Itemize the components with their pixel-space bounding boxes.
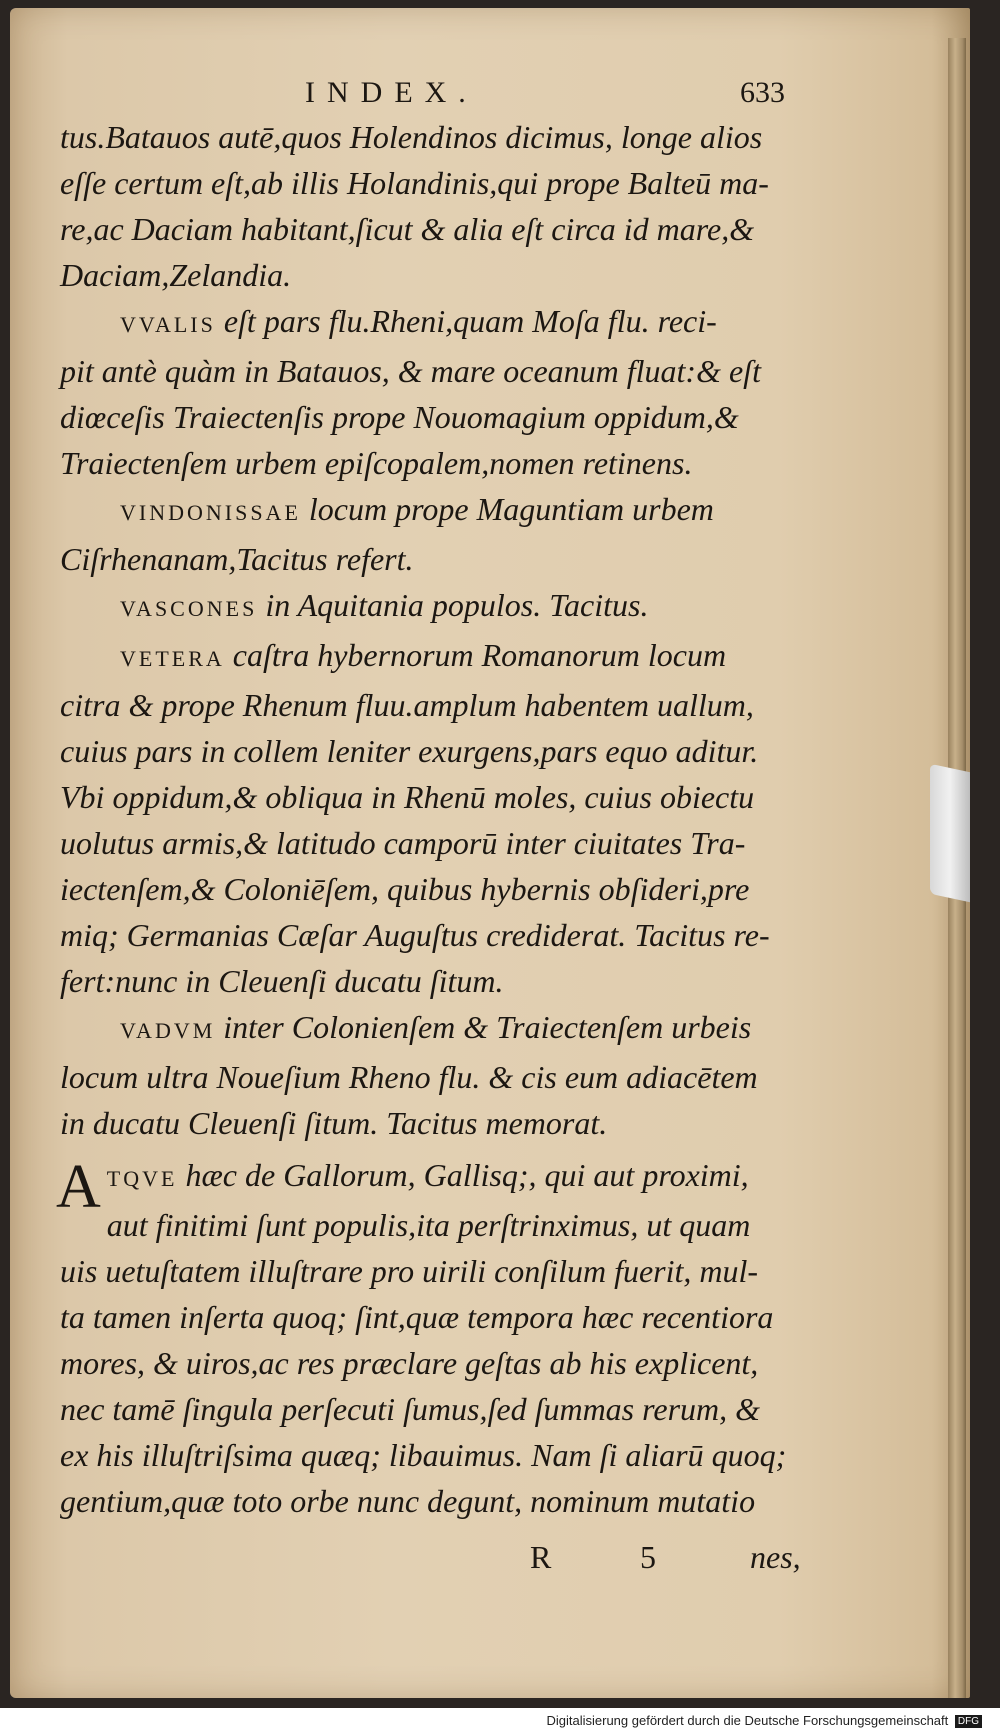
text-line: re,ac Daciam habitant,ſicut & alia eſt circa id mare,&: [60, 211, 755, 247]
text-line: uolutus armis,& latitudo camporū inter ciuitates Tra-: [60, 825, 746, 861]
dfg-logo: DFG: [955, 1715, 982, 1728]
index-entry: [60, 298, 920, 486]
entry-headword: VASCONES: [120, 596, 258, 621]
text-line: nec tamē ſingula perſecuti ſumus,ſed ſummas rerum, &: [60, 1391, 761, 1427]
entry-headword: VETERA: [120, 646, 225, 671]
text-line: Vbi oppidum,& obliqua in Rhenū moles, cuius obiectu: [60, 779, 755, 815]
entry-first-line: [60, 632, 920, 682]
text-line: Ciſrhenanam,Tacitus refert.: [60, 541, 414, 577]
catchline: [60, 1534, 920, 1594]
page-marker-strip: [930, 764, 970, 903]
closing-smallcaps: TQVE: [106, 1166, 178, 1191]
signature-mark: R: [530, 1539, 552, 1575]
entry-text: caſtra hybernorum Romanorum locum: [224, 637, 727, 673]
text-line: gentium,quæ toto orbe nunc degunt, nominum mutatio: [60, 1483, 756, 1519]
drop-initial: A: [56, 1153, 101, 1221]
running-head: [60, 70, 920, 114]
catchword: nes,: [750, 1539, 801, 1575]
text-line: diœceſis Traiectenſis prope Nouomagium oppidum,&: [60, 399, 739, 435]
text-line: citra & prope Rhenum fluu.amplum habentem uallum,: [60, 687, 754, 723]
closing-paragraph: [56, 1152, 920, 1524]
text-line: ex his illuſtriſsima quæq; libauimus. Nam ſi aliarū quoq;: [60, 1437, 787, 1473]
entry-first-line: [60, 582, 920, 632]
page-number: 633: [740, 76, 785, 109]
entry-text: inter Colonienſem & Traiectenſem urbeis: [215, 1009, 752, 1045]
text-line: tus.Batauos autē,quos Holendinos dicimus, longe alios: [60, 119, 763, 155]
text-line: iectenſem,& Coloniēſem, quibus hybernis obſideri,pre: [60, 871, 750, 907]
text-line: mores, & uiros,ac res præclare geſtas ab his explicent,: [60, 1345, 759, 1381]
text-line: Traiectenſem urbem epiſcopalem,nomen retinens.: [60, 445, 693, 481]
text-line: eſſe certum eſt,ab illis Holandinis,qui prope Balteū ma-: [60, 165, 769, 201]
running-head-title: INDEX.: [305, 76, 478, 109]
index-entry: [60, 486, 920, 582]
text-line: fert:nunc in Cleuenſi ducatu ſitum.: [60, 963, 504, 999]
text-line: miq; Germanias Cæſar Auguſtus crediderat. Tacitus re-: [60, 917, 770, 953]
entry-text: locum prope Maguntiam urbem: [300, 491, 714, 527]
entry-first-line: [60, 1004, 920, 1054]
text-line: in ducatu Cleuenſi ſitum. Tacitus memorat.: [60, 1105, 608, 1141]
index-entry: [60, 1004, 920, 1146]
text-line: aut finitimi ſunt populis,ita perſtrinximus, ut quam: [106, 1207, 751, 1243]
text-line: locum ultra Noueſium Rheno flu. & cis eum adiacētem: [60, 1059, 758, 1095]
entry-first-line: [60, 298, 920, 348]
credit-text: Digitalisierung gefördert durch die Deutsche Forschungsgemeinschaft: [546, 1712, 949, 1728]
text-line: pit antè quàm in Batauos, & mare oceanum fluat:& eſt: [60, 353, 761, 389]
entry-text: eſt pars flu.Rheni,quam Moſa flu. reci-: [215, 303, 717, 339]
page-text: [56, 70, 920, 1594]
closing-first-line: [60, 1152, 920, 1202]
text-line: cuius pars in collem leniter exurgens,pars equo aditur.: [60, 733, 759, 769]
signature-number: 5: [640, 1539, 656, 1575]
text-line: uis uetuſtatem illuſtrare pro uirili conſilum fuerit, mul-: [60, 1253, 759, 1289]
text-line: ta tamen inſerta quoq; ſint,quæ tempora hæc recentiora: [60, 1299, 774, 1335]
book-page: [10, 8, 970, 1698]
text-line: Daciam,Zelandia.: [60, 257, 292, 293]
digitization-credit: [546, 1713, 982, 1728]
index-entry: [60, 582, 920, 632]
entry-headword: VADVM: [120, 1018, 216, 1043]
closing-text: hæc de Gallorum, Gallisq;, qui aut proximi,: [177, 1157, 749, 1193]
entry-headword: VVALIS: [120, 312, 216, 337]
entry-headword: VINDONISSAE: [120, 500, 301, 525]
index-entry: [60, 632, 920, 1004]
continued-entry: [60, 114, 920, 298]
entry-text: in Aquitania populos. Tacitus.: [257, 587, 649, 623]
entry-first-line: [60, 486, 920, 536]
